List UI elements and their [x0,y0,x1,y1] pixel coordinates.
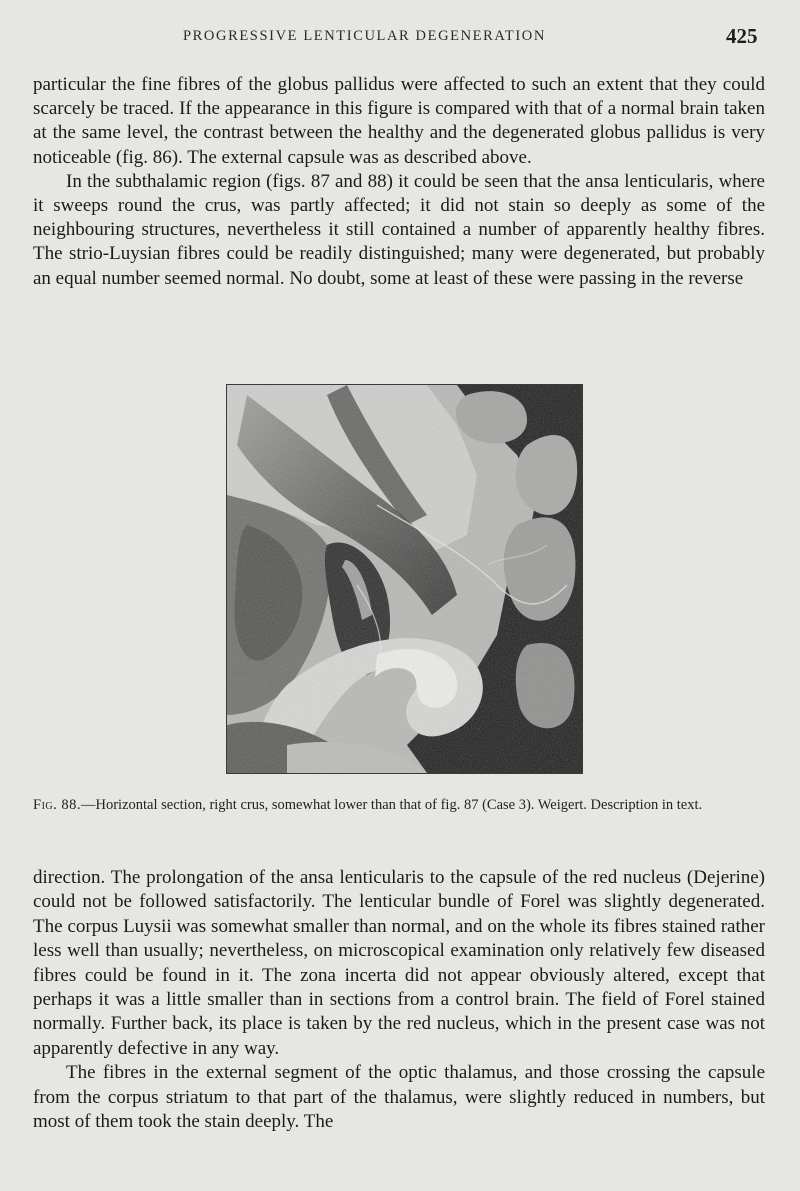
paragraph: direction. The prolongation of the ansa lenticularis to the capsule of the red nucleus (Dejerine) could not be followed satisfactorily. The lenticular bundle of Forel was slightly degenerated. The corpus Luysii was somewhat smaller than normal, and on the whole its fibres stained rather less well than usually; nevertheless, on microscopical examination only relatively few diseased fibres could be found in it. The zona incerta did not appear obviously altered, except that perhaps it was a little smaller than in sections from a control brain. The field of Forel stained normally. Further back, its place is taken by the red nucleus, which in the present case was not apparently defective in any way. [33,867,765,1059]
paragraph: particular the fine fibres of the globus pallidus were affected to such an extent that they could scarcely be traced. If the appearance in this figure is compared with that of a normal brain taken at the same level, the contrast between the healthy and the degenerated globus pallidus is very noticeable (fig. 86). The external capsule was as described above. [33,74,765,168]
brain-section-micrograph [226,384,583,774]
running-head [0,24,800,54]
paragraph: In the subthalamic region (figs. 87 and 88) it could be seen that the ansa lenticularis, where it sweeps round the crus, was partly affected; it did not stain so deeply as some of the neighbouring structures, nevertheless it still contained a number of apparently healthy fibres. The strio-Luysian fibres could be readily distinguished; many were degenerated, but probably an equal number seemed normal. No doubt, some at least of these were passing in the reverse [33,170,765,289]
figure-caption [33,796,768,815]
page-number: 425 [726,24,758,48]
body-text-top [33,73,765,291]
micrograph-illustration [227,385,582,773]
figure-label: Fig. 88. [33,797,81,813]
body-text-bottom [33,866,765,1134]
figure-caption-text: —Horizontal section, right crus, somewhat lower than that of fig. 87 (Case 3). Weigert. Description in text. [81,797,703,813]
paragraph: The fibres in the external segment of the optic thalamus, and those crossing the capsule from the corpus striatum to that part of the thalamus, were slightly reduced in numbers, but most of them took the stain deeply. The [33,1062,765,1133]
running-title: PROGRESSIVE LENTICULAR DEGENERATION [183,28,546,44]
